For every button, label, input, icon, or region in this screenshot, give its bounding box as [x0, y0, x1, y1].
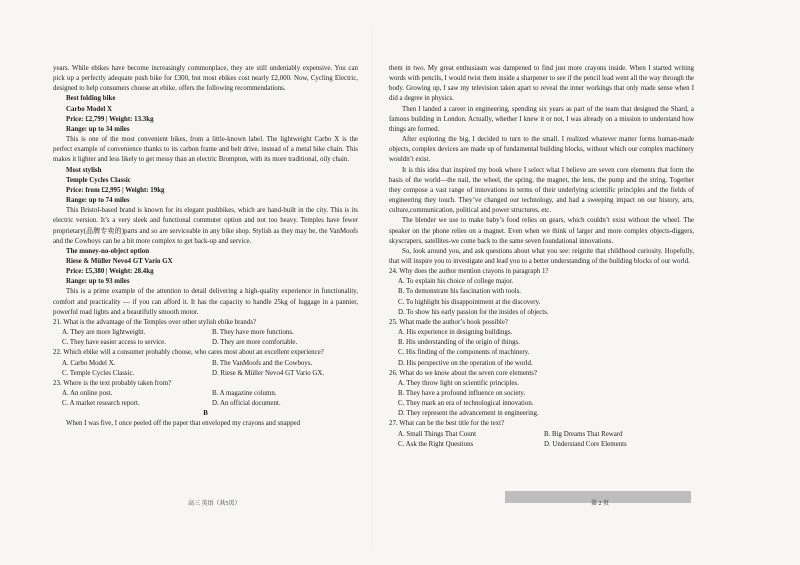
question-21-options-cd — [53, 338, 358, 348]
question-25: 25. What made the author’s book possible? — [389, 318, 508, 326]
question-26: 26. What do we know about the seven core elements? — [389, 369, 537, 377]
passage-b-p1: them in two. My great enthusiasm was dampened to find just more crayons inside. When I started writing words with pencils, I would twist them inside a sharpener to see if the pencil lead went all the way through the body. Growing up, I saw my television taken apart to reveal the inner workings that only made sense when I did a degree in physics. — [389, 65, 694, 103]
bike-name-riese: Riese & Müller Nevo4 GT Vario GX — [66, 257, 173, 265]
q23-option-a: A. An online post. — [62, 390, 113, 397]
passage-b-start: When I was five, I once peeled off the paper that enveloped my crayons and snapped — [66, 420, 301, 428]
bike-price-temple: Price: from £2,995 | Weight: 19kg — [66, 186, 165, 194]
question-23: 23. Where is the text probably taken from? — [53, 379, 172, 387]
question-24: 24. Why does the author mention crayons in paragraph 1? — [389, 268, 549, 276]
bike-desc-carbo: This is one of the most convenient bikes, from a little-known label. The lightweight Carbo X is the perfect example of convenience thanks to its carbon frame and belt drive, instead of a metal bike chain. This makes it lighter and less likely to get messy than an electric Brompton, with its more traditional, oily chain. — [53, 136, 358, 164]
bike-name-carbo: Carbo Model X — [66, 105, 112, 113]
q23-option-d: D. An official document. — [212, 400, 281, 408]
q23-option-c: C. A market research report. — [62, 400, 140, 408]
q27-option-d: D. Understand Core Elements — [544, 440, 627, 448]
category-stylish: Most stylish — [66, 166, 102, 174]
page-fold — [372, 28, 373, 548]
q22-option-c: C. Temple Cycles Classic. — [62, 369, 135, 377]
q21-option-b: B. They have more functions. — [212, 329, 294, 337]
q23-option-b: B. A magazine column. — [212, 390, 277, 397]
q24-option-b: B. To demonstrate his fascination with tools. — [398, 288, 522, 296]
q26-option-a: A. They throw light on scientific principles. — [398, 379, 519, 387]
bike-desc-riese: This is a prime example of the attention to detail delivering a high-quality experience in functionality, comfort and practicality — if you can afford it. It has the capacity to handle 25kg of luggage in a pannier, powerful road lights and a beautifully smooth motor. — [53, 288, 358, 316]
passage-b-p4: It is this idea that inspired my book where I select what I believe are seven core elements that form the basis of the world—the nail, the wheel, the spring, the magnet, the lens, the pump and the string. Together they compose a vast range of innovations in terms of their underlying scientific principles and the fields of engineering they touch. They’ve changed our technology, and had a sweeping impact on our history, arts, culture,communication, political and power structures, etc. — [389, 166, 694, 215]
q27-option-b: B. Big Dreams That Reward — [544, 430, 623, 438]
bike-range-carbo: Range: up to 34 miles — [66, 125, 130, 133]
q22-option-d: D. Riese & Müller Nevo4 GT Vario GX. — [212, 369, 325, 377]
question-22-options-cd — [53, 369, 358, 379]
bike-name-temple: Temple Cycles Classic — [66, 176, 131, 184]
footer-subject: 高三 英语（共5页） — [188, 501, 241, 507]
q25-option-b: B. His understanding of the origin of things. — [398, 339, 520, 347]
question-23-options-ab — [53, 389, 358, 399]
q27-option-a: A. Small Things That Count — [398, 430, 477, 438]
bike-range-temple: Range: up to 74 miles — [66, 197, 130, 205]
bike-desc-temple: This Bristol-based brand is known for its elegant pushbikes, which are hand-built in the city. This is its electric version. It’s a very sleek and functional commuter option and not too heavy. Temples have fewer proprietary(品牌专卖的)parts and so are serviceable in any bike shop. Stylish as they may be, the VanMoofs and the Cowboys can be a bit more complex to get back-up and service. — [53, 207, 358, 245]
question-22: 22. Which ebike will a consumer probably choose, who cares most about an excellent experience? — [53, 349, 324, 357]
q26-option-d: D. They represent the advancement in engineering. — [398, 410, 539, 418]
q21-option-a: A. They are more lightweight. — [62, 329, 146, 337]
q24-option-d: D. To show his early passion for the insides of objects. — [398, 308, 549, 316]
section-b-label: B — [203, 410, 208, 418]
q25-option-d: D. His perspective on the operation of the world. — [398, 359, 533, 367]
passage-b-p2: Then I landed a career in engineering, spending six years as part of the team that designed the Shard, a famous building in London. Actually, whether I knew it or not, I was already on a mission to understand how things are formed. — [389, 105, 694, 133]
right-column — [389, 64, 694, 450]
question-21-options-ab — [53, 328, 358, 338]
q26-option-c: C. They mark an era of technological innovation. — [398, 400, 534, 408]
q22-option-a: A. Carbo Model X. — [62, 359, 116, 367]
question-27-options-ab — [389, 430, 694, 440]
passage-b-p6: So, look around you, and ask questions about what you see: reignite that childhood curiosity. Hopefully, that will inspire you to investigate and lead you to a better understanding of the building blocks of our world. — [389, 247, 694, 265]
q26-option-b: B. They have a profound influence on society. — [398, 390, 526, 397]
q24-option-a: A. To explain his choice of college major. — [398, 278, 514, 286]
passage-b-p3: After exploring the big, I decided to turn to the small. I realized whatever matter forms human-made objects, complex devices are made up of fundamental building blocks, without which our complex machinery wouldn’t exist. — [389, 136, 694, 164]
category-money: The money-no-object option — [66, 247, 150, 255]
q21-option-d: D. They are more comfortable. — [212, 339, 298, 347]
passage-a-intro: years. While ebikes have become increasingly commonplace, they are still undeniably expensive. You can pick up a perfectly adequate push bike for £300, but most ebikes cost nearly £2,000. Now, Cycling Electric, designed to help consumers choose an ebike, offers the following recommendations. — [53, 65, 358, 93]
q25-option-a: A. His experience in designing buildings. — [398, 329, 513, 337]
passage-b-p5: The blender we use to make baby’s food relies on gears, which couldn’t exist without the wheel. The speaker on the phone relies on a magnet. Even when we think of larger and more complex objects-diggers, skyscrapers, satellites-we come back to the same seven foundational innovations. — [389, 217, 694, 245]
category-folding: Best folding bike — [66, 95, 116, 103]
question-21: 21. What is the advantage of the Temples over other stylish ebike brands? — [53, 318, 257, 326]
left-column — [53, 64, 358, 430]
bike-range-riese: Range: up to 93 miles — [66, 278, 130, 286]
bike-price-riese: Price: £5,380 | Weight: 28.4kg — [66, 268, 154, 276]
question-27-options-cd — [389, 440, 694, 450]
bike-price-carbo: Price: £2,799 | Weight: 13.3kg — [66, 115, 154, 123]
question-27: 27. What can be the best title for the text? — [389, 420, 505, 428]
q24-option-c: C. To highlight his disappointment at the discovery. — [398, 298, 541, 306]
question-22-options-ab — [53, 359, 358, 369]
footer-page-number: 第 2 页 — [591, 501, 610, 507]
question-23-options-cd — [53, 399, 358, 409]
q21-option-c: C. They have easier access to service. — [62, 339, 166, 347]
q27-option-c: C. Ask the Right Questions — [398, 440, 474, 448]
q25-option-c: C. His finding of the components of machinery. — [398, 349, 530, 357]
q22-option-b: B. The VanMoofs and the Cowboys. — [212, 359, 313, 367]
